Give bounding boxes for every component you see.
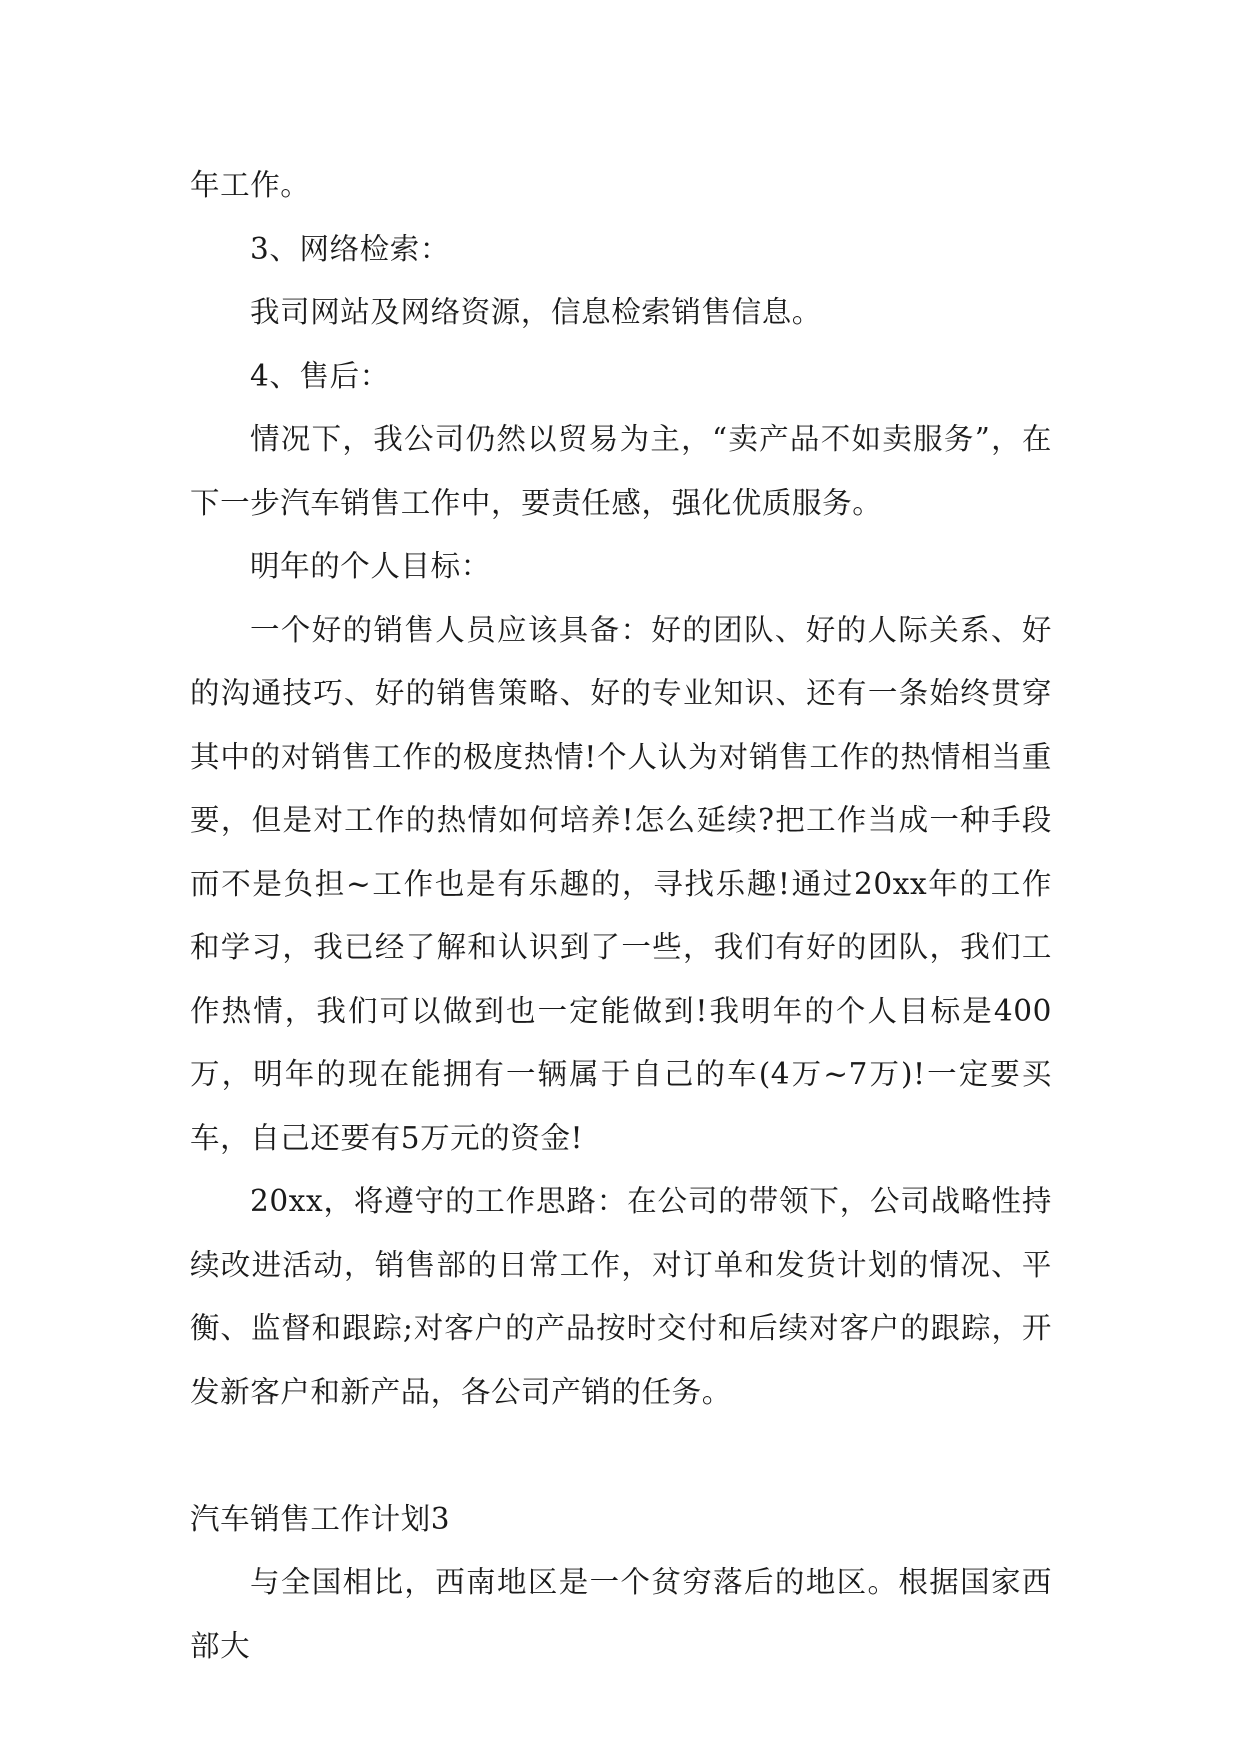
paragraph-personal-goal: 一个好的销售人员应该具备：好的团队、好的人际关系、好的沟通技巧、好的销售策略、好的专业知识、还有一条始终贯穿其中的对销售工作的极度热情!个人认为对销售工作的热情相当重要，但是对工作的热情如何培养!怎么延续?把工作当成一种手段而不是负担~工作也是有乐趣的，寻找乐趣!通过20xx年的工作和学习，我已经了解和认识到了一些，我们有好的团队，我们工作热情，我们可以做到也一定能做到!我明年的个人目标是400万，明年的现在能拥有一辆属于自己的车(4万~7万)!一定要买车，自己还要有5万元的资金!: [190, 612, 1052, 1155]
paragraph-work-approach: 20xx，将遵守的工作思路：在公司的带领下，公司战略性持续改进活动，销售部的日常工作，对订单和发货计划的情况、平衡、监督和跟踪;对客户的产品按时交付和后续对客户的跟踪，开发新客户和新产品，各公司产销的任务。: [190, 1184, 1052, 1409]
section-spacer: [190, 1424, 1052, 1488]
paragraph-network-search: 我司网站及网络资源，信息检索销售信息。: [250, 295, 822, 329]
section-paragraph: 与全国相比，西南地区是一个贫穷落后的地区。根据国家西部大: [190, 1565, 1052, 1663]
paragraph-continuation: 年工作。: [190, 168, 311, 202]
item-heading-after-sales: 4、售后：: [250, 358, 390, 393]
document-body: [190, 154, 1052, 1678]
item-heading-personal-goal: 明年的个人目标：: [250, 549, 491, 583]
item-heading-network-search: 3、网络检索：: [250, 231, 450, 266]
section-heading: 汽车销售工作计划3: [190, 1501, 451, 1536]
paragraph-after-sales: 情况下，我公司仍然以贸易为主，“卖产品不如卖服务”，在下一步汽车销售工作中，要责任感，强化优质服务。: [190, 422, 1052, 520]
